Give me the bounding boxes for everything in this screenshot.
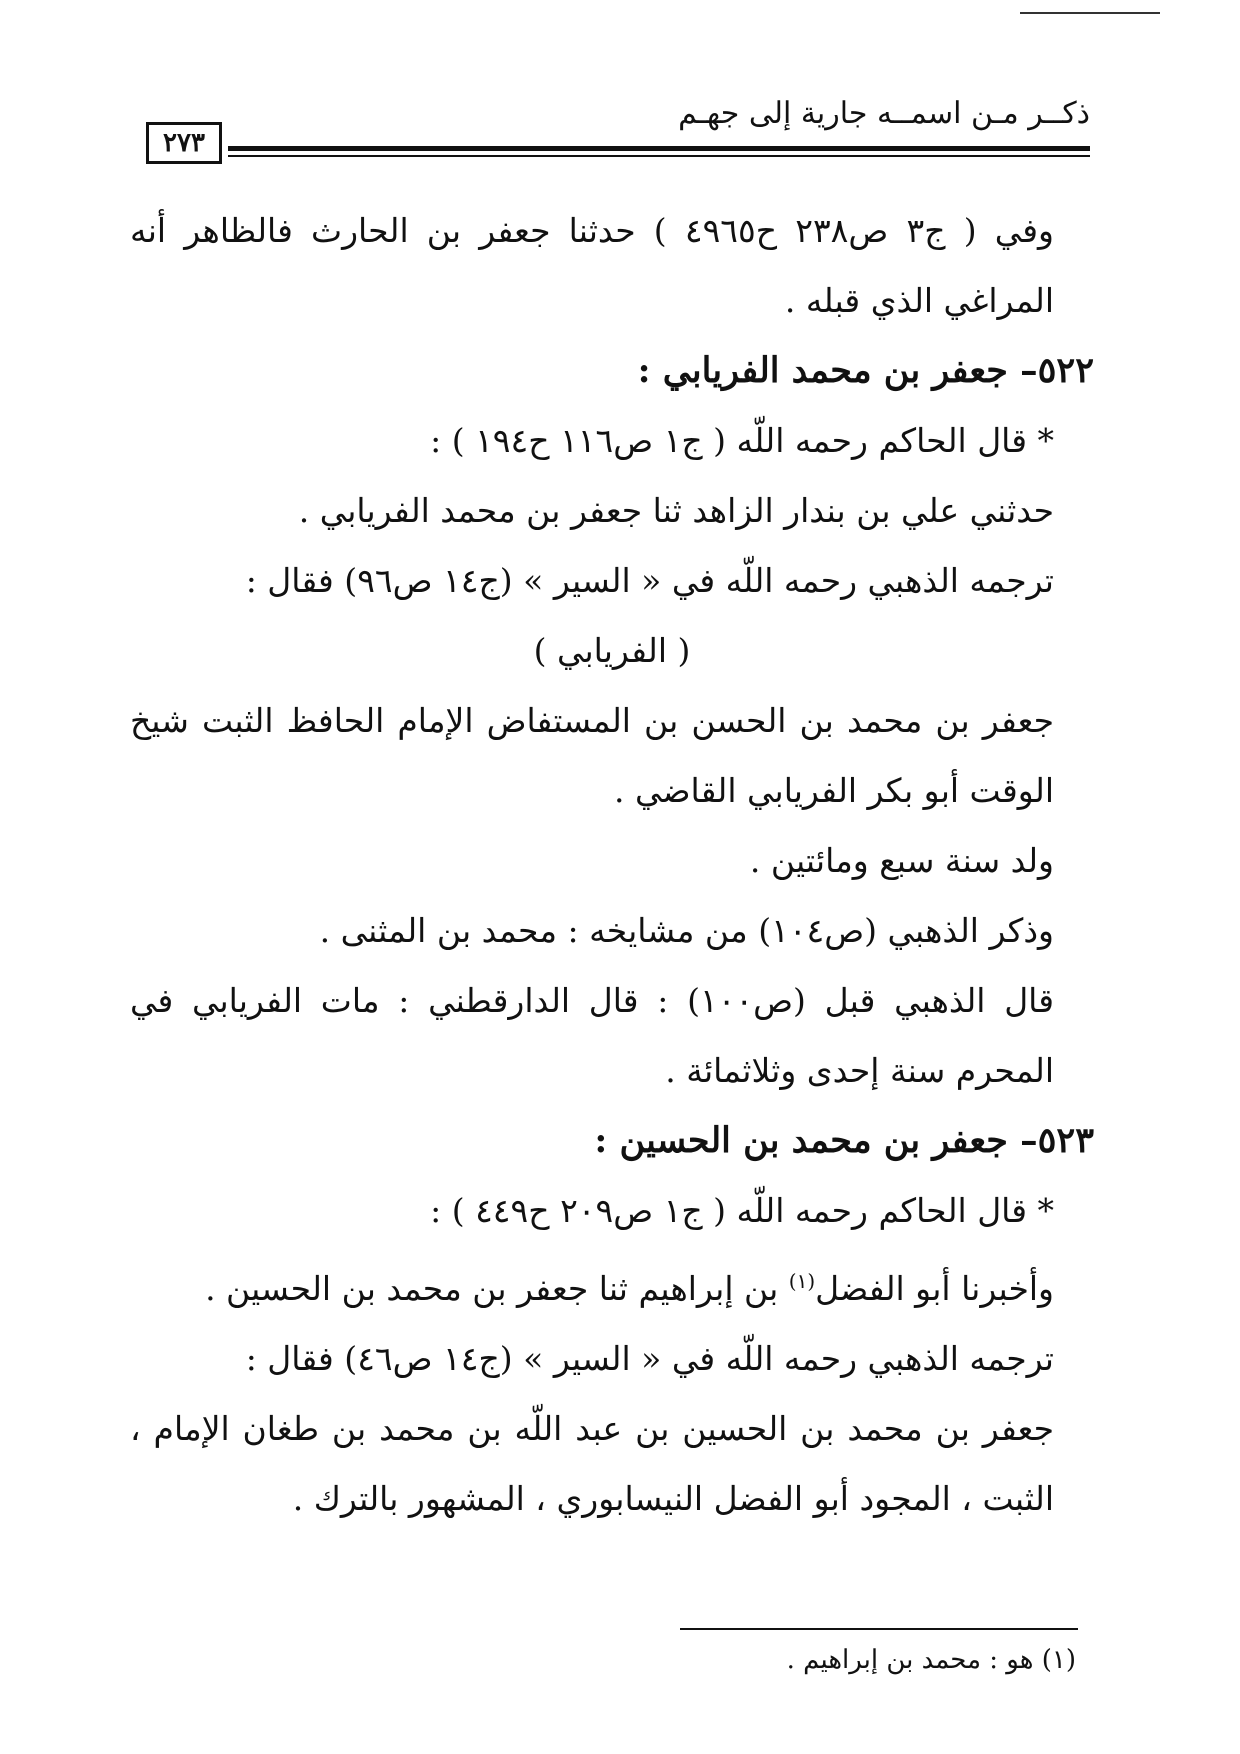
page-body <box>130 196 1094 1534</box>
header-rule-thin <box>228 155 1090 157</box>
footnote: (١) هو : محمد بن إبراهيم . <box>786 1645 1076 1675</box>
paragraph-with-footnote <box>130 1246 1094 1324</box>
paragraph: وفي ( ج٣ ص٢٣٨ ح٤٩٦٥ ) حدثنا جعفر بن الحارث فالظاهر أنه المراغي الذي قبله . <box>130 211 1054 320</box>
centered-label: ( الفريابي ) <box>533 631 691 670</box>
paragraph-text: بن إبراهيم ثنا جعفر بن محمد بن الحسين . <box>205 1269 789 1308</box>
paragraph-text: وأخبرنا أبو الفضل <box>815 1269 1054 1308</box>
paragraph: قال الذهبي قبل (ص١٠٠) : قال الدارقطني : مات الفريابي في المحرم سنة إحدى وثلاثمائة . <box>130 981 1054 1090</box>
entry-heading-522: ٥٢٢– جعفر بن محمد الفريابي : <box>637 350 1094 391</box>
header-rule-thick <box>228 146 1090 151</box>
entry-heading-523: ٥٢٣– جعفر بن محمد بن الحسين : <box>594 1120 1094 1161</box>
paragraph: وذكر الذهبي (ص١٠٤) من مشايخه : محمد بن المثنى . <box>319 911 1054 950</box>
page-number: ٢٧٣ <box>146 122 222 164</box>
footnote-marker: (١) <box>788 1269 816 1293</box>
paragraph: جعفر بن محمد بن الحسن بن المستفاض الإمام الحافظ الثبت شيخ الوقت أبو بكر الفريابي القاضي . <box>130 701 1054 810</box>
paragraph: حدثني علي بن بندار الزاهد ثنا جعفر بن محمد الفريابي . <box>298 491 1054 530</box>
paragraph: ترجمه الذهبي رحمه اللّه في « السير » (ج١٤ ص٩٦) فقال : <box>245 561 1054 600</box>
paragraph: * قال الحاكم رحمه اللّه ( ج١ ص١١٦ ح١٩٤ ) : <box>430 421 1054 460</box>
paragraph: ترجمه الذهبي رحمه اللّه في « السير » (ج١٤ ص٤٦) فقال : <box>245 1339 1054 1378</box>
footnote-separator <box>680 1628 1078 1630</box>
running-header <box>146 96 1090 166</box>
paragraph: ولد سنة سبع ومائتين . <box>749 841 1054 880</box>
running-header-title: ذكــر مـن اسمــه جارية إلى جهـم <box>678 96 1090 131</box>
paragraph: * قال الحاكم رحمه اللّه ( ج١ ص٢٠٩ ح٤٤٩ ) : <box>430 1191 1054 1230</box>
top-edge-rule <box>1020 12 1160 14</box>
paragraph: جعفر بن محمد بن الحسين بن عبد اللّه بن محمد بن طغان الإمام ، الثبت ، المجود أبو الفضل النيسابوري ، المشهور بالترك . <box>130 1409 1054 1518</box>
